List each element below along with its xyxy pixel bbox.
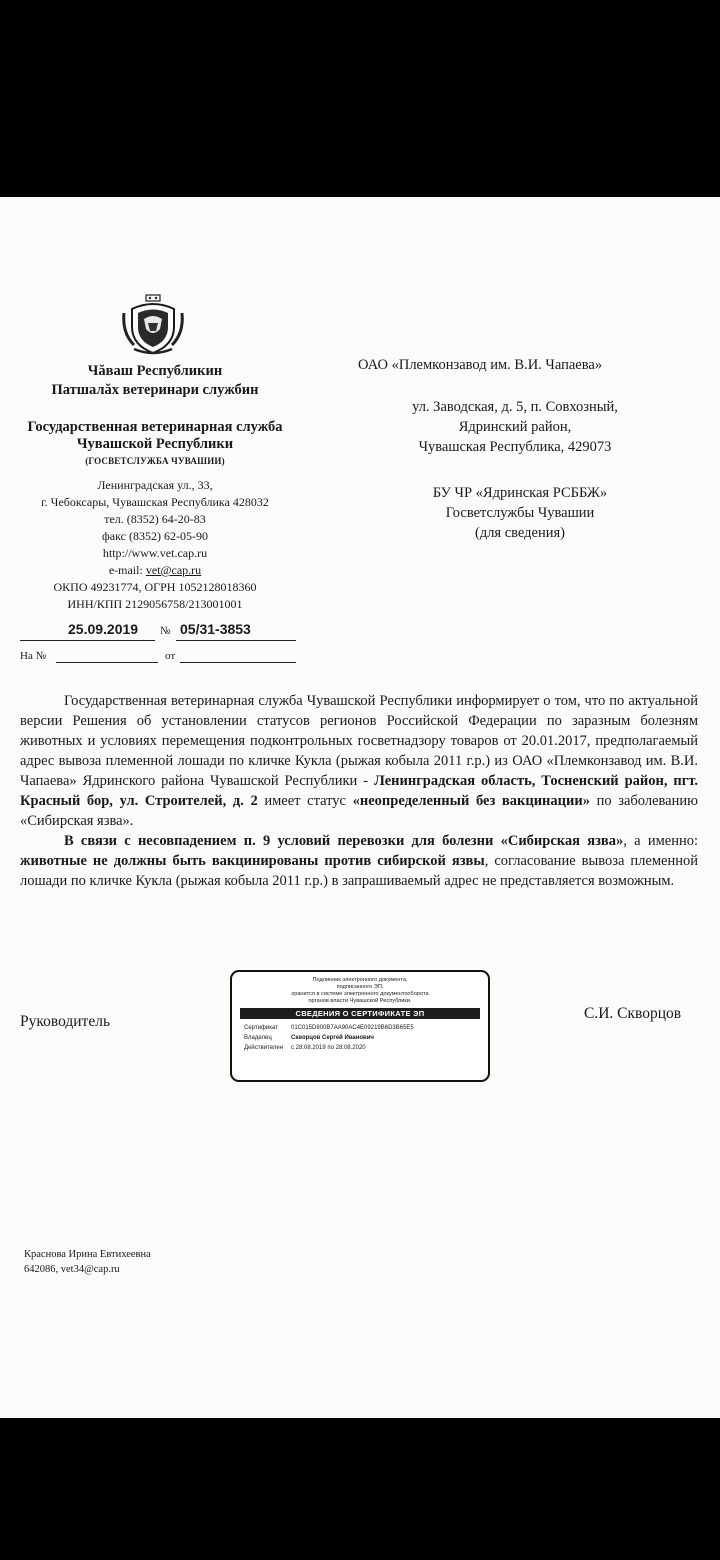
sender-contacts (10, 477, 300, 613)
stamp-header-line4: органов власти Чувашской Республики. (308, 998, 412, 1004)
sender-email-link[interactable]: vet@cap.ru (145, 563, 202, 577)
reg-date-line (20, 640, 155, 641)
p1-text-c: имеет статус (257, 793, 353, 809)
stamp-header-line3: хранится в системе электронного документооборота (291, 991, 429, 997)
sender-chuvash-line2: Патшалăх ветеринари службин (51, 382, 259, 398)
sender-email-row (10, 562, 300, 579)
sender-short-name: (ГОСВЕТСЛУЖБА ЧУВАШИИ) (85, 456, 225, 466)
recipient-address-line2: Ядринский район, (458, 419, 572, 435)
letter-page (0, 197, 720, 1418)
sender-okpo-ogrn: ОКПО 49231774, ОГРН 1052128018360 (53, 580, 257, 594)
sender-russian-block (0, 419, 310, 470)
signature-name: С.И. Скворцов (584, 1005, 682, 1022)
p2-bold-a: В связи с несовпадением п. 9 условий перевозки для болезни «Сибирская язва» (64, 833, 624, 849)
reg-number: 05/31-3853 (180, 621, 251, 637)
stamp-valid-value: с 28.08.2019 по 28.08.2020 (291, 1045, 366, 1051)
stamp-details (232, 1023, 488, 1053)
p1-bold-status: «неопределенный без вакцинации» (352, 793, 590, 809)
stamp-valid-label: Действителен (244, 1045, 284, 1051)
reply-no-line (56, 662, 158, 663)
stamp-valid-row (232, 1043, 488, 1053)
executor-contact: 642086, vet34@cap.ru (24, 1264, 120, 1275)
recipient-copy-line3: (для сведения) (474, 525, 565, 541)
reg-date: 25.09.2019 (68, 621, 139, 637)
body-paragraph-1 (20, 691, 698, 831)
sender-russian-line1: Государственная ветеринарная служба (27, 419, 283, 435)
reg-number-line (176, 640, 296, 641)
recipient-address (360, 397, 670, 457)
sender-chuvash-block (40, 362, 270, 400)
p2-bold-c: животные не должны быть вакцинированы против сибирской язвы (20, 853, 485, 869)
reply-from-label: от (165, 650, 176, 662)
stamp-cert-row (232, 1023, 488, 1033)
letter-body (20, 691, 698, 891)
recipient-copy (380, 483, 660, 543)
sender-phone: тел. (8352) 64-20-83 (104, 512, 206, 526)
stamp-owner-value: Скворцов Сергей Иванович (291, 1035, 374, 1041)
executor-block (24, 1247, 151, 1277)
p2-text-d: , согласование вывоза племенной лошади по кличке Кукла (рыжая кобыла 2011 г.р.) в запрашиваемый адрес не представляется возможным. (20, 853, 698, 889)
stamp-header-line2: подписанного ЭП, (336, 984, 384, 990)
body-paragraph-2 (20, 831, 698, 891)
recipient-address-line3: Чувашская Республика, 429073 (418, 439, 612, 455)
sender-email-label: e-mail: (108, 563, 143, 577)
sender-address-line1: Ленинградская ул., 33, (97, 478, 213, 492)
stamp-owner-row (232, 1033, 488, 1043)
p2-text-b: , а именно: (623, 833, 698, 849)
e-signature-stamp (230, 970, 490, 1082)
recipient-name: ОАО «Племконзавод им. В.И. Чапаева» (358, 357, 603, 373)
recipient-address-line1: ул. Заводская, д. 5, п. Совхозный, (412, 399, 618, 415)
signature-position: Руководитель (20, 1013, 111, 1030)
stamp-title: СВЕДЕНИЯ О СЕРТИФИКАТЕ ЭП (240, 1008, 480, 1019)
stamp-owner-label: Владелец (244, 1035, 272, 1041)
recipient-copy-line1: БУ ЧР «Ядринская РСББЖ» (432, 485, 608, 501)
sender-inn-kpp: ИНН/КПП 2129056758/213001001 (67, 597, 243, 611)
p1-text-e: по заболеванию «Сибирская язва». (20, 793, 698, 829)
stamp-cert-label: Сертификат (244, 1025, 278, 1031)
sender-russian-line2: Чувашской Республики (76, 436, 234, 452)
stamp-cert-value: 01C015D800B7AA90AC4E09219B6D3B65E5 (291, 1025, 414, 1031)
coat-of-arms-icon (120, 293, 186, 357)
reply-from-line (180, 662, 296, 663)
reply-no-label: На № (20, 650, 47, 662)
sender-address-line2: г. Чебоксары, Чувашская Республика 428032 (41, 495, 269, 509)
sender-website[interactable]: http://www.vet.cap.ru (102, 546, 208, 560)
p1-text-a: Государственная ветеринарная служба Чувашской Республики информирует о том, что по актуальной версии Решения об установлении статусов регионов Российской Федерации по заразным болезням животных и условиях перемещения подконтрольных госветнадзору товаров от 20.01.2017, предполагаемый адрес вывоза племенной лошади по кличке Кукла (рыжая кобыла 2011 г.р.) из ОАО «Племконзавод им. В.И. Чапаева» Ядринского района Чувашской Республики - (20, 693, 698, 789)
stamp-header-line1: Подлинник электронного документа, (312, 977, 408, 983)
p1-bold-address: Ленинградская область, Тосненский район, пгт. Красный бор, ул. Строителей, д. 2 (20, 773, 699, 809)
executor-name: Краснова Ирина Евтихеевна (24, 1249, 151, 1260)
sender-chuvash-line1: Чăваш Республикин (87, 363, 223, 379)
recipient-copy-line2: Госветслужбы Чувашии (445, 505, 595, 521)
reg-no-label: № (160, 625, 171, 637)
sender-fax: факс (8352) 62-05-90 (102, 529, 208, 543)
stamp-header (232, 977, 488, 1005)
